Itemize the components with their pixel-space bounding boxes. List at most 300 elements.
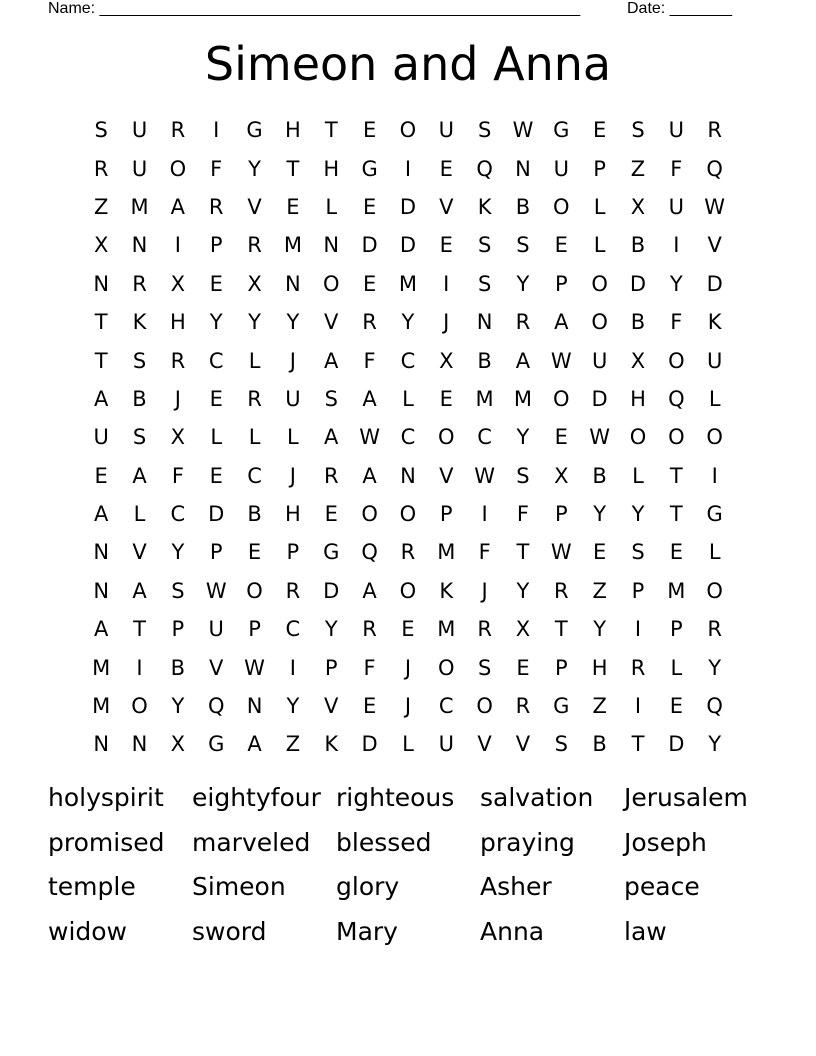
- grid-cell[interactable]: O: [399, 118, 417, 143]
- grid-cell[interactable]: S: [631, 118, 645, 143]
- grid-cell[interactable]: D: [361, 732, 378, 757]
- grid-cell[interactable]: S: [516, 233, 530, 258]
- grid-cell[interactable]: K: [439, 578, 454, 603]
- grid-cell[interactable]: C: [247, 463, 262, 488]
- grid-cell[interactable]: C: [477, 425, 492, 450]
- grid-cell[interactable]: Z: [285, 732, 301, 757]
- grid-cell[interactable]: R: [93, 156, 109, 181]
- grid-cell[interactable]: N: [246, 694, 263, 719]
- grid-cell[interactable]: K: [324, 732, 339, 757]
- grid-cell[interactable]: V: [439, 194, 454, 219]
- grid-cell[interactable]: O: [361, 502, 378, 527]
- grid-cell[interactable]: K: [477, 194, 492, 219]
- grid-cell[interactable]: O: [553, 386, 570, 411]
- grid-cell[interactable]: R: [362, 310, 377, 335]
- grid-cell[interactable]: O: [668, 425, 685, 450]
- grid-cell[interactable]: B: [170, 655, 186, 680]
- word-bank-item: righteous: [336, 783, 455, 812]
- grid-cell[interactable]: Y: [516, 425, 530, 450]
- grid-cell[interactable]: R: [707, 118, 722, 143]
- grid-cell[interactable]: W: [550, 348, 572, 373]
- grid-cell[interactable]: P: [554, 271, 568, 296]
- grid-cell[interactable]: D: [361, 233, 378, 258]
- grid-cell[interactable]: F: [171, 463, 184, 488]
- grid-cell[interactable]: W: [244, 655, 265, 680]
- grid-cell[interactable]: D: [399, 194, 416, 219]
- grid-cell[interactable]: Y: [593, 617, 607, 642]
- grid-cell[interactable]: I: [289, 655, 296, 680]
- grid-cell[interactable]: L: [248, 425, 261, 450]
- grid-cell[interactable]: L: [402, 386, 414, 411]
- grid-cell[interactable]: D: [668, 732, 685, 757]
- grid-cell[interactable]: X: [247, 271, 262, 296]
- grid-cell[interactable]: K: [132, 310, 147, 335]
- grid-cell[interactable]: A: [362, 386, 377, 411]
- word-bank-item: Anna: [480, 916, 545, 946]
- grid-cell[interactable]: R: [515, 310, 531, 335]
- grid-cell[interactable]: B: [630, 233, 646, 258]
- grid-cell[interactable]: E: [669, 540, 683, 565]
- grid-cell[interactable]: R: [132, 271, 147, 296]
- grid-cell[interactable]: Q: [207, 694, 225, 719]
- grid-cell[interactable]: U: [591, 348, 608, 373]
- grid-cell[interactable]: V: [209, 655, 224, 680]
- grid-cell[interactable]: U: [131, 156, 148, 181]
- grid-cell[interactable]: C: [208, 348, 224, 373]
- grid-cell[interactable]: R: [362, 617, 377, 642]
- grid-cell[interactable]: A: [362, 578, 377, 603]
- grid-cell[interactable]: N: [93, 732, 110, 757]
- grid-cell[interactable]: C: [400, 348, 416, 373]
- grid-cell[interactable]: E: [362, 271, 377, 296]
- grid-cell[interactable]: U: [285, 386, 301, 411]
- grid-cell[interactable]: R: [554, 578, 569, 603]
- grid-cell[interactable]: B: [592, 463, 607, 488]
- grid-cell[interactable]: Y: [516, 578, 530, 603]
- grid-cell[interactable]: O: [399, 578, 417, 603]
- grid-cell[interactable]: N: [476, 310, 493, 335]
- grid-cell[interactable]: D: [591, 386, 608, 411]
- grid-row: [82, 111, 734, 149]
- grid-cell[interactable]: D: [208, 502, 225, 527]
- grid-cell[interactable]: O: [438, 655, 455, 680]
- grid-cell[interactable]: E: [362, 694, 377, 719]
- grid-cell[interactable]: B: [592, 732, 607, 757]
- grid-cell[interactable]: Q: [706, 156, 723, 181]
- grid-cell[interactable]: S: [171, 578, 185, 603]
- grid-cell[interactable]: E: [324, 502, 338, 527]
- grid-cell[interactable]: P: [286, 540, 300, 565]
- grid-cell[interactable]: O: [591, 271, 608, 296]
- grid-cell[interactable]: Q: [361, 540, 378, 565]
- grid-cell[interactable]: L: [593, 233, 606, 258]
- grid-cell[interactable]: T: [286, 156, 300, 181]
- grid-cell[interactable]: N: [131, 233, 148, 258]
- grid-cell[interactable]: O: [131, 694, 148, 719]
- grid-cell[interactable]: N: [323, 233, 340, 258]
- grid-cell[interactable]: A: [324, 425, 339, 450]
- grid-cell[interactable]: I: [213, 118, 220, 143]
- grid-cell[interactable]: F: [670, 156, 683, 181]
- grid-cell[interactable]: S: [132, 348, 147, 373]
- grid-cell[interactable]: A: [132, 463, 147, 488]
- grid-cell[interactable]: Y: [248, 156, 261, 181]
- grid-cell[interactable]: M: [283, 233, 302, 258]
- grid-cell[interactable]: M: [92, 655, 111, 680]
- grid-cell[interactable]: N: [515, 156, 531, 181]
- grid-cell[interactable]: V: [132, 540, 147, 565]
- grid-cell[interactable]: W: [704, 194, 726, 219]
- grid-cell[interactable]: E: [209, 463, 223, 488]
- grid-cell[interactable]: O: [706, 578, 723, 603]
- grid-cell[interactable]: R: [247, 233, 262, 258]
- grid-cell[interactable]: H: [284, 502, 301, 527]
- grid-cell[interactable]: A: [362, 463, 377, 488]
- grid-cell[interactable]: Y: [708, 655, 722, 680]
- grid-cell[interactable]: O: [591, 310, 608, 335]
- grid-cell[interactable]: T: [554, 617, 568, 642]
- grid-cell[interactable]: M: [398, 271, 417, 296]
- grid-cell[interactable]: D: [706, 271, 723, 296]
- grid-cell[interactable]: N: [285, 271, 301, 296]
- grid-cell[interactable]: L: [402, 732, 414, 757]
- grid-cell[interactable]: X: [439, 348, 454, 373]
- word-bank-item: temple: [48, 872, 136, 901]
- word-bank-item: Asher: [480, 872, 552, 901]
- name-field[interactable]: Name: ______________________________________________________: [48, 0, 581, 17]
- grid-cell[interactable]: N: [93, 271, 110, 296]
- grid-cell[interactable]: A: [247, 732, 262, 757]
- grid-cell[interactable]: Y: [516, 271, 530, 296]
- grid-cell[interactable]: R: [285, 578, 301, 603]
- grid-cell[interactable]: N: [93, 578, 110, 603]
- grid-cell[interactable]: L: [287, 425, 299, 450]
- grid-cell[interactable]: B: [477, 348, 492, 373]
- grid-cell[interactable]: J: [174, 386, 181, 411]
- grid-cell[interactable]: A: [93, 502, 109, 527]
- grid-cell[interactable]: B: [247, 502, 262, 527]
- grid-cell[interactable]: U: [553, 156, 569, 181]
- grid-cell[interactable]: T: [324, 118, 338, 143]
- grid-cell[interactable]: L: [670, 655, 683, 680]
- grid-cell[interactable]: P: [324, 655, 338, 680]
- grid-cell[interactable]: R: [515, 694, 531, 719]
- grid-cell[interactable]: A: [324, 348, 339, 373]
- grid-cell[interactable]: O: [706, 425, 723, 450]
- grid-cell[interactable]: G: [323, 540, 340, 565]
- grid-cell[interactable]: G: [706, 502, 723, 527]
- grid-cell[interactable]: I: [711, 463, 718, 488]
- grid-cell[interactable]: O: [629, 425, 647, 450]
- grid-cell[interactable]: V: [477, 732, 492, 757]
- grid-cell[interactable]: X: [170, 271, 186, 296]
- grid-cell[interactable]: Y: [669, 271, 683, 296]
- grid-cell[interactable]: P: [593, 156, 606, 181]
- grid-cell[interactable]: D: [323, 578, 340, 603]
- grid-cell[interactable]: X: [630, 194, 646, 219]
- grid-cell[interactable]: I: [443, 271, 450, 296]
- grid-cell[interactable]: L: [632, 463, 644, 488]
- grid-cell[interactable]: M: [475, 386, 494, 411]
- grid-cell[interactable]: R: [247, 386, 262, 411]
- grid-cell[interactable]: T: [669, 502, 683, 527]
- grid-cell[interactable]: T: [94, 348, 108, 373]
- grid-cell[interactable]: W: [474, 463, 495, 488]
- word-bank-item: Jerusalem: [624, 783, 748, 812]
- grid-cell[interactable]: Y: [324, 617, 338, 642]
- grid-cell[interactable]: R: [208, 194, 224, 219]
- grid-cell[interactable]: I: [673, 233, 680, 258]
- grid-cell[interactable]: D: [399, 233, 416, 258]
- grid-cell[interactable]: G: [553, 118, 570, 143]
- grid-cell[interactable]: L: [133, 502, 146, 527]
- grid-cell[interactable]: Q: [476, 156, 493, 181]
- grid-cell[interactable]: H: [169, 310, 186, 335]
- grid-cell[interactable]: W: [550, 540, 572, 565]
- grid-cell[interactable]: A: [554, 310, 569, 335]
- grid-cell[interactable]: E: [209, 271, 223, 296]
- grid-cell[interactable]: L: [248, 348, 261, 373]
- grid-cell[interactable]: R: [707, 617, 722, 642]
- grid-cell[interactable]: B: [515, 194, 531, 219]
- grid-cell[interactable]: I: [481, 502, 488, 527]
- grid-cell[interactable]: G: [208, 732, 225, 757]
- grid-cell[interactable]: C: [285, 617, 301, 642]
- grid-cell[interactable]: Y: [631, 502, 645, 527]
- grid-cell[interactable]: V: [439, 463, 454, 488]
- grid-cell[interactable]: Z: [592, 694, 607, 719]
- grid-cell[interactable]: J: [443, 310, 450, 335]
- grid-cell[interactable]: E: [439, 233, 453, 258]
- grid-cell[interactable]: D: [629, 271, 647, 296]
- grid-cell[interactable]: U: [706, 348, 723, 373]
- grid-cell[interactable]: E: [516, 655, 530, 680]
- grid-cell[interactable]: A: [170, 194, 186, 219]
- grid-cell[interactable]: X: [554, 463, 569, 488]
- grid-cell[interactable]: J: [289, 463, 296, 488]
- grid-cell[interactable]: Q: [668, 386, 685, 411]
- grid-cell[interactable]: U: [438, 732, 454, 757]
- grid-cell[interactable]: R: [400, 540, 416, 565]
- grid-cell[interactable]: H: [284, 118, 301, 143]
- grid-cell[interactable]: V: [324, 310, 339, 335]
- grid-cell[interactable]: X: [630, 348, 646, 373]
- grid-cell[interactable]: O: [322, 271, 340, 296]
- grid-cell[interactable]: R: [170, 348, 186, 373]
- grid-cell[interactable]: C: [170, 502, 186, 527]
- grid-cell[interactable]: S: [132, 425, 147, 450]
- grid-cell[interactable]: I: [136, 655, 143, 680]
- grid-cell[interactable]: Y: [209, 310, 223, 335]
- grid-cell[interactable]: E: [362, 118, 377, 143]
- grid-cell[interactable]: P: [248, 617, 261, 642]
- grid-cell[interactable]: N: [131, 732, 148, 757]
- grid-cell[interactable]: B: [630, 310, 646, 335]
- grid-cell[interactable]: M: [437, 617, 456, 642]
- grid-cell[interactable]: O: [476, 694, 493, 719]
- grid-cell[interactable]: S: [477, 118, 492, 143]
- grid-cell[interactable]: J: [404, 655, 412, 680]
- grid-cell[interactable]: T: [94, 310, 108, 335]
- grid-cell[interactable]: V: [515, 732, 531, 757]
- grid-cell[interactable]: S: [554, 732, 568, 757]
- grid-cell[interactable]: J: [404, 694, 412, 719]
- grid-cell[interactable]: E: [593, 118, 607, 143]
- grid-cell[interactable]: X: [515, 617, 531, 642]
- grid-cell[interactable]: Y: [286, 310, 300, 335]
- grid-cell[interactable]: J: [289, 348, 296, 373]
- grid-cell[interactable]: U: [438, 118, 454, 143]
- grid-cell[interactable]: E: [439, 156, 453, 181]
- grid-cell[interactable]: M: [92, 694, 111, 719]
- grid-cell[interactable]: F: [670, 310, 683, 335]
- grid-cell[interactable]: J: [481, 578, 488, 603]
- grid-cell[interactable]: L: [708, 386, 721, 411]
- grid-cell[interactable]: V: [707, 233, 722, 258]
- grid-cell[interactable]: Y: [708, 732, 722, 757]
- grid-cell[interactable]: F: [363, 655, 376, 680]
- grid-cell[interactable]: A: [132, 578, 147, 603]
- grid-cell[interactable]: Z: [592, 578, 607, 603]
- grid-cell[interactable]: Y: [248, 310, 261, 335]
- grid-cell[interactable]: E: [286, 194, 300, 219]
- grid-cell[interactable]: G: [553, 694, 570, 719]
- grid-cell[interactable]: B: [132, 386, 147, 411]
- grid-cell[interactable]: E: [554, 425, 568, 450]
- grid-cell[interactable]: H: [591, 655, 608, 680]
- grid-cell[interactable]: Z: [630, 156, 646, 181]
- grid-cell[interactable]: K: [707, 310, 722, 335]
- grid-row: [82, 380, 734, 418]
- grid-cell[interactable]: P: [209, 540, 223, 565]
- grid-cell[interactable]: L: [210, 425, 223, 450]
- grid-cell[interactable]: I: [404, 156, 412, 181]
- grid-cell[interactable]: U: [668, 118, 685, 143]
- grid-cell[interactable]: O: [438, 425, 455, 450]
- grid-cell[interactable]: R: [323, 463, 339, 488]
- grid-cell[interactable]: P: [439, 502, 453, 527]
- grid-cell[interactable]: L: [325, 194, 338, 219]
- grid-cell[interactable]: P: [669, 617, 683, 642]
- grid-cell[interactable]: X: [170, 732, 186, 757]
- grid-cell[interactable]: M: [130, 194, 149, 219]
- grid-cell[interactable]: H: [323, 156, 340, 181]
- grid-cell[interactable]: M: [513, 386, 533, 411]
- grid-cell[interactable]: W: [205, 578, 227, 603]
- grid-cell[interactable]: U: [93, 425, 109, 450]
- grid-cell[interactable]: S: [94, 118, 108, 143]
- grid-cell[interactable]: S: [516, 463, 530, 488]
- grid-cell[interactable]: Y: [401, 310, 415, 335]
- grid-cell[interactable]: G: [246, 118, 263, 143]
- grid-cell[interactable]: O: [246, 578, 263, 603]
- grid-cell[interactable]: N: [400, 463, 416, 488]
- grid-cell[interactable]: X: [170, 425, 186, 450]
- grid-cell[interactable]: H: [630, 386, 646, 411]
- grid-cell[interactable]: L: [593, 194, 606, 219]
- grid-cell[interactable]: E: [362, 194, 377, 219]
- grid-cell[interactable]: A: [515, 348, 531, 373]
- grid-cell[interactable]: V: [247, 194, 262, 219]
- grid-cell[interactable]: N: [93, 540, 110, 565]
- grid-cell[interactable]: E: [94, 463, 108, 488]
- grid-cell[interactable]: S: [477, 655, 492, 680]
- grid-cell[interactable]: T: [669, 463, 683, 488]
- grid-cell[interactable]: G: [361, 156, 378, 181]
- grid-cell[interactable]: Y: [286, 694, 300, 719]
- grid-cell[interactable]: E: [554, 233, 568, 258]
- grid-cell[interactable]: I: [174, 233, 181, 258]
- date-field[interactable]: Date: _______: [627, 0, 732, 17]
- grid-cell[interactable]: Z: [93, 194, 109, 219]
- grid-cell[interactable]: A: [93, 386, 109, 411]
- grid-cell[interactable]: Y: [593, 502, 607, 527]
- grid-cell[interactable]: E: [439, 386, 453, 411]
- grid-cell[interactable]: W: [589, 425, 611, 450]
- grid-cell[interactable]: E: [247, 540, 262, 565]
- grid-cell[interactable]: T: [516, 540, 530, 565]
- word-bank-item: Mary: [336, 916, 398, 946]
- grid-cell[interactable]: O: [553, 194, 570, 219]
- grid-cell[interactable]: O: [399, 502, 417, 527]
- grid-cell[interactable]: V: [324, 694, 339, 719]
- grid-cell[interactable]: F: [478, 540, 491, 565]
- word-bank-item: peace: [624, 872, 700, 901]
- grid-cell[interactable]: S: [631, 540, 645, 565]
- grid-cell[interactable]: F: [516, 502, 529, 527]
- grid-cell[interactable]: P: [171, 617, 185, 642]
- grid-cell[interactable]: O: [668, 348, 685, 373]
- grid-cell[interactable]: S: [324, 386, 338, 411]
- grid-cell[interactable]: E: [593, 540, 607, 565]
- grid-cell[interactable]: E: [669, 694, 683, 719]
- grid-cell[interactable]: U: [208, 617, 224, 642]
- grid-cell[interactable]: E: [209, 386, 223, 411]
- grid-cell[interactable]: I: [634, 617, 642, 642]
- grid-cell[interactable]: T: [133, 617, 146, 642]
- grid-cell[interactable]: C: [438, 694, 454, 719]
- grid-cell[interactable]: F: [210, 156, 223, 181]
- grid-cell[interactable]: M: [437, 540, 456, 565]
- grid-cell[interactable]: E: [401, 617, 415, 642]
- grid-cell[interactable]: U: [131, 118, 148, 143]
- grid-cell[interactable]: P: [554, 655, 568, 680]
- grid-cell[interactable]: F: [363, 348, 376, 373]
- grid-cell[interactable]: S: [477, 233, 492, 258]
- grid-cell[interactable]: P: [209, 233, 223, 258]
- grid-cell[interactable]: Y: [171, 540, 185, 565]
- grid-cell[interactable]: P: [631, 578, 645, 603]
- grid-cell[interactable]: Q: [706, 694, 723, 719]
- grid-cell[interactable]: P: [554, 502, 568, 527]
- grid-cell[interactable]: S: [477, 271, 492, 296]
- grid-cell[interactable]: R: [630, 655, 646, 680]
- grid-cell[interactable]: U: [668, 194, 685, 219]
- grid-cell[interactable]: I: [634, 694, 642, 719]
- grid-cell[interactable]: R: [170, 118, 186, 143]
- grid-cell[interactable]: T: [631, 732, 645, 757]
- grid-cell[interactable]: W: [359, 425, 380, 450]
- grid-cell[interactable]: A: [93, 617, 109, 642]
- grid-cell[interactable]: X: [93, 233, 109, 258]
- grid-cell[interactable]: R: [477, 617, 492, 642]
- grid-cell[interactable]: M: [667, 578, 686, 603]
- grid-cell[interactable]: Y: [171, 694, 185, 719]
- grid-cell[interactable]: W: [512, 118, 534, 143]
- grid-cell[interactable]: C: [400, 425, 416, 450]
- grid-cell[interactable]: L: [708, 540, 721, 565]
- grid-cell[interactable]: O: [169, 156, 187, 181]
